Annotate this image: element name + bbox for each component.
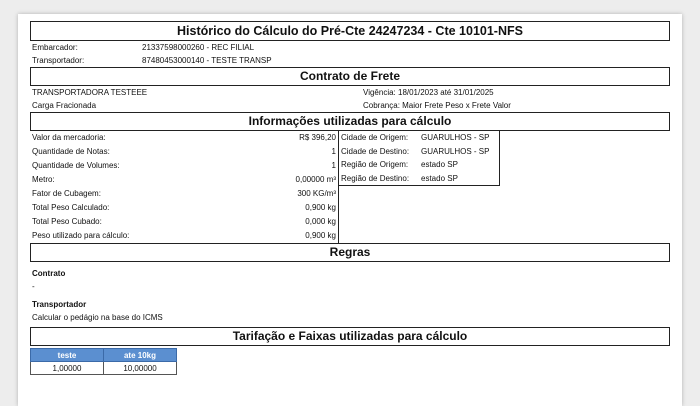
info-value: 0,000 kg — [305, 217, 336, 226]
tariff-value-cell: 1,00000 — [31, 362, 104, 375]
info-row — [30, 145, 338, 159]
info-label: Fator de Cubagem: — [32, 189, 101, 198]
calculation-values — [30, 131, 339, 243]
route-values — [339, 131, 500, 186]
contract-row-2 — [30, 99, 670, 112]
info-section-title: Informações utilizadas para cálculo — [30, 112, 670, 131]
tariff-value-cell: 10,00000 — [104, 362, 177, 375]
route-label: Cidade de Destino: — [341, 146, 410, 156]
info-label: Quantidade de Volumes: — [32, 161, 120, 170]
billing-method: Cobrança: Maior Frete Peso x Frete Valor — [363, 101, 511, 110]
route-label: Região de Destino: — [341, 173, 410, 183]
route-value: GUARULHOS - SP — [421, 146, 490, 156]
shipper-value: 21337598000260 - REC FILIAL — [142, 43, 255, 52]
route-value: estado SP — [421, 173, 458, 183]
route-label: Região de Origem: — [341, 160, 409, 169]
route-value: estado SP — [421, 160, 458, 169]
tariff-header-row — [31, 349, 177, 362]
info-value: 0,900 kg — [305, 231, 336, 240]
tariff-table — [30, 348, 177, 375]
carrier-label: Transportador: — [32, 56, 85, 65]
tariff-section-title: Tarifação e Faixas utilizadas para cálculo — [30, 327, 670, 346]
info-row — [30, 229, 338, 243]
route-row — [339, 131, 499, 145]
info-row — [30, 215, 338, 229]
tariff-value-row — [31, 362, 177, 375]
route-value: GUARULHOS - SP — [421, 133, 490, 142]
contract-row-1 — [30, 86, 670, 99]
route-row — [339, 172, 499, 186]
shipper-row — [30, 41, 670, 54]
info-row — [30, 131, 338, 145]
info-row — [30, 159, 338, 173]
contract-section-title: Contrato de Frete — [30, 67, 670, 86]
contract-validity: Vigência: 18/01/2023 até 31/01/2025 — [363, 88, 494, 97]
info-value: R$ 396,20 — [299, 133, 336, 142]
carrier-value: 87480453000140 - TESTE TRANSP — [142, 56, 272, 65]
tariff-header-cell: teste — [31, 349, 104, 362]
info-label: Valor da mercadoria: — [32, 133, 106, 142]
info-label: Peso utilizado para cálculo: — [32, 231, 130, 240]
contract-rules-heading: Contrato — [32, 269, 66, 278]
info-value: 300 KG/m³ — [297, 189, 336, 198]
info-label: Metro: — [32, 175, 55, 184]
info-grid — [30, 131, 670, 243]
document-page — [18, 14, 682, 406]
route-row — [339, 145, 499, 159]
info-label: Total Peso Calculado: — [32, 203, 110, 212]
info-value: 1 — [331, 147, 336, 156]
cargo-type: Carga Fracionada — [32, 101, 97, 110]
info-row — [30, 173, 338, 187]
route-label: Cidade de Origem: — [341, 133, 409, 142]
contract-name: TRANSPORTADORA TESTEEE — [32, 88, 148, 97]
document-title: Histórico do Cálculo do Pré-Cte 24247234 - Cte 10101-NFS — [30, 21, 670, 41]
calculation-history-document — [30, 21, 670, 375]
info-value: 1 — [331, 161, 336, 170]
shipper-label: Embarcador: — [32, 43, 78, 52]
carrier-row — [30, 54, 670, 67]
info-value: 0,900 kg — [305, 203, 336, 212]
info-label: Total Peso Cubado: — [32, 217, 102, 226]
carrier-rules-text: Calcular o pedágio na base do ICMS — [32, 313, 163, 322]
route-row — [339, 158, 499, 172]
info-row — [30, 187, 338, 201]
carrier-rules-heading: Transportador — [32, 300, 87, 309]
contract-rules-text: - — [32, 282, 35, 291]
rules-block — [30, 267, 670, 324]
info-row — [30, 201, 338, 215]
rules-section-title: Regras — [30, 243, 670, 262]
tariff-header-cell: ate 10kg — [104, 349, 177, 362]
info-label: Quantidade de Notas: — [32, 147, 110, 156]
info-value: 0,00000 m³ — [295, 175, 336, 184]
